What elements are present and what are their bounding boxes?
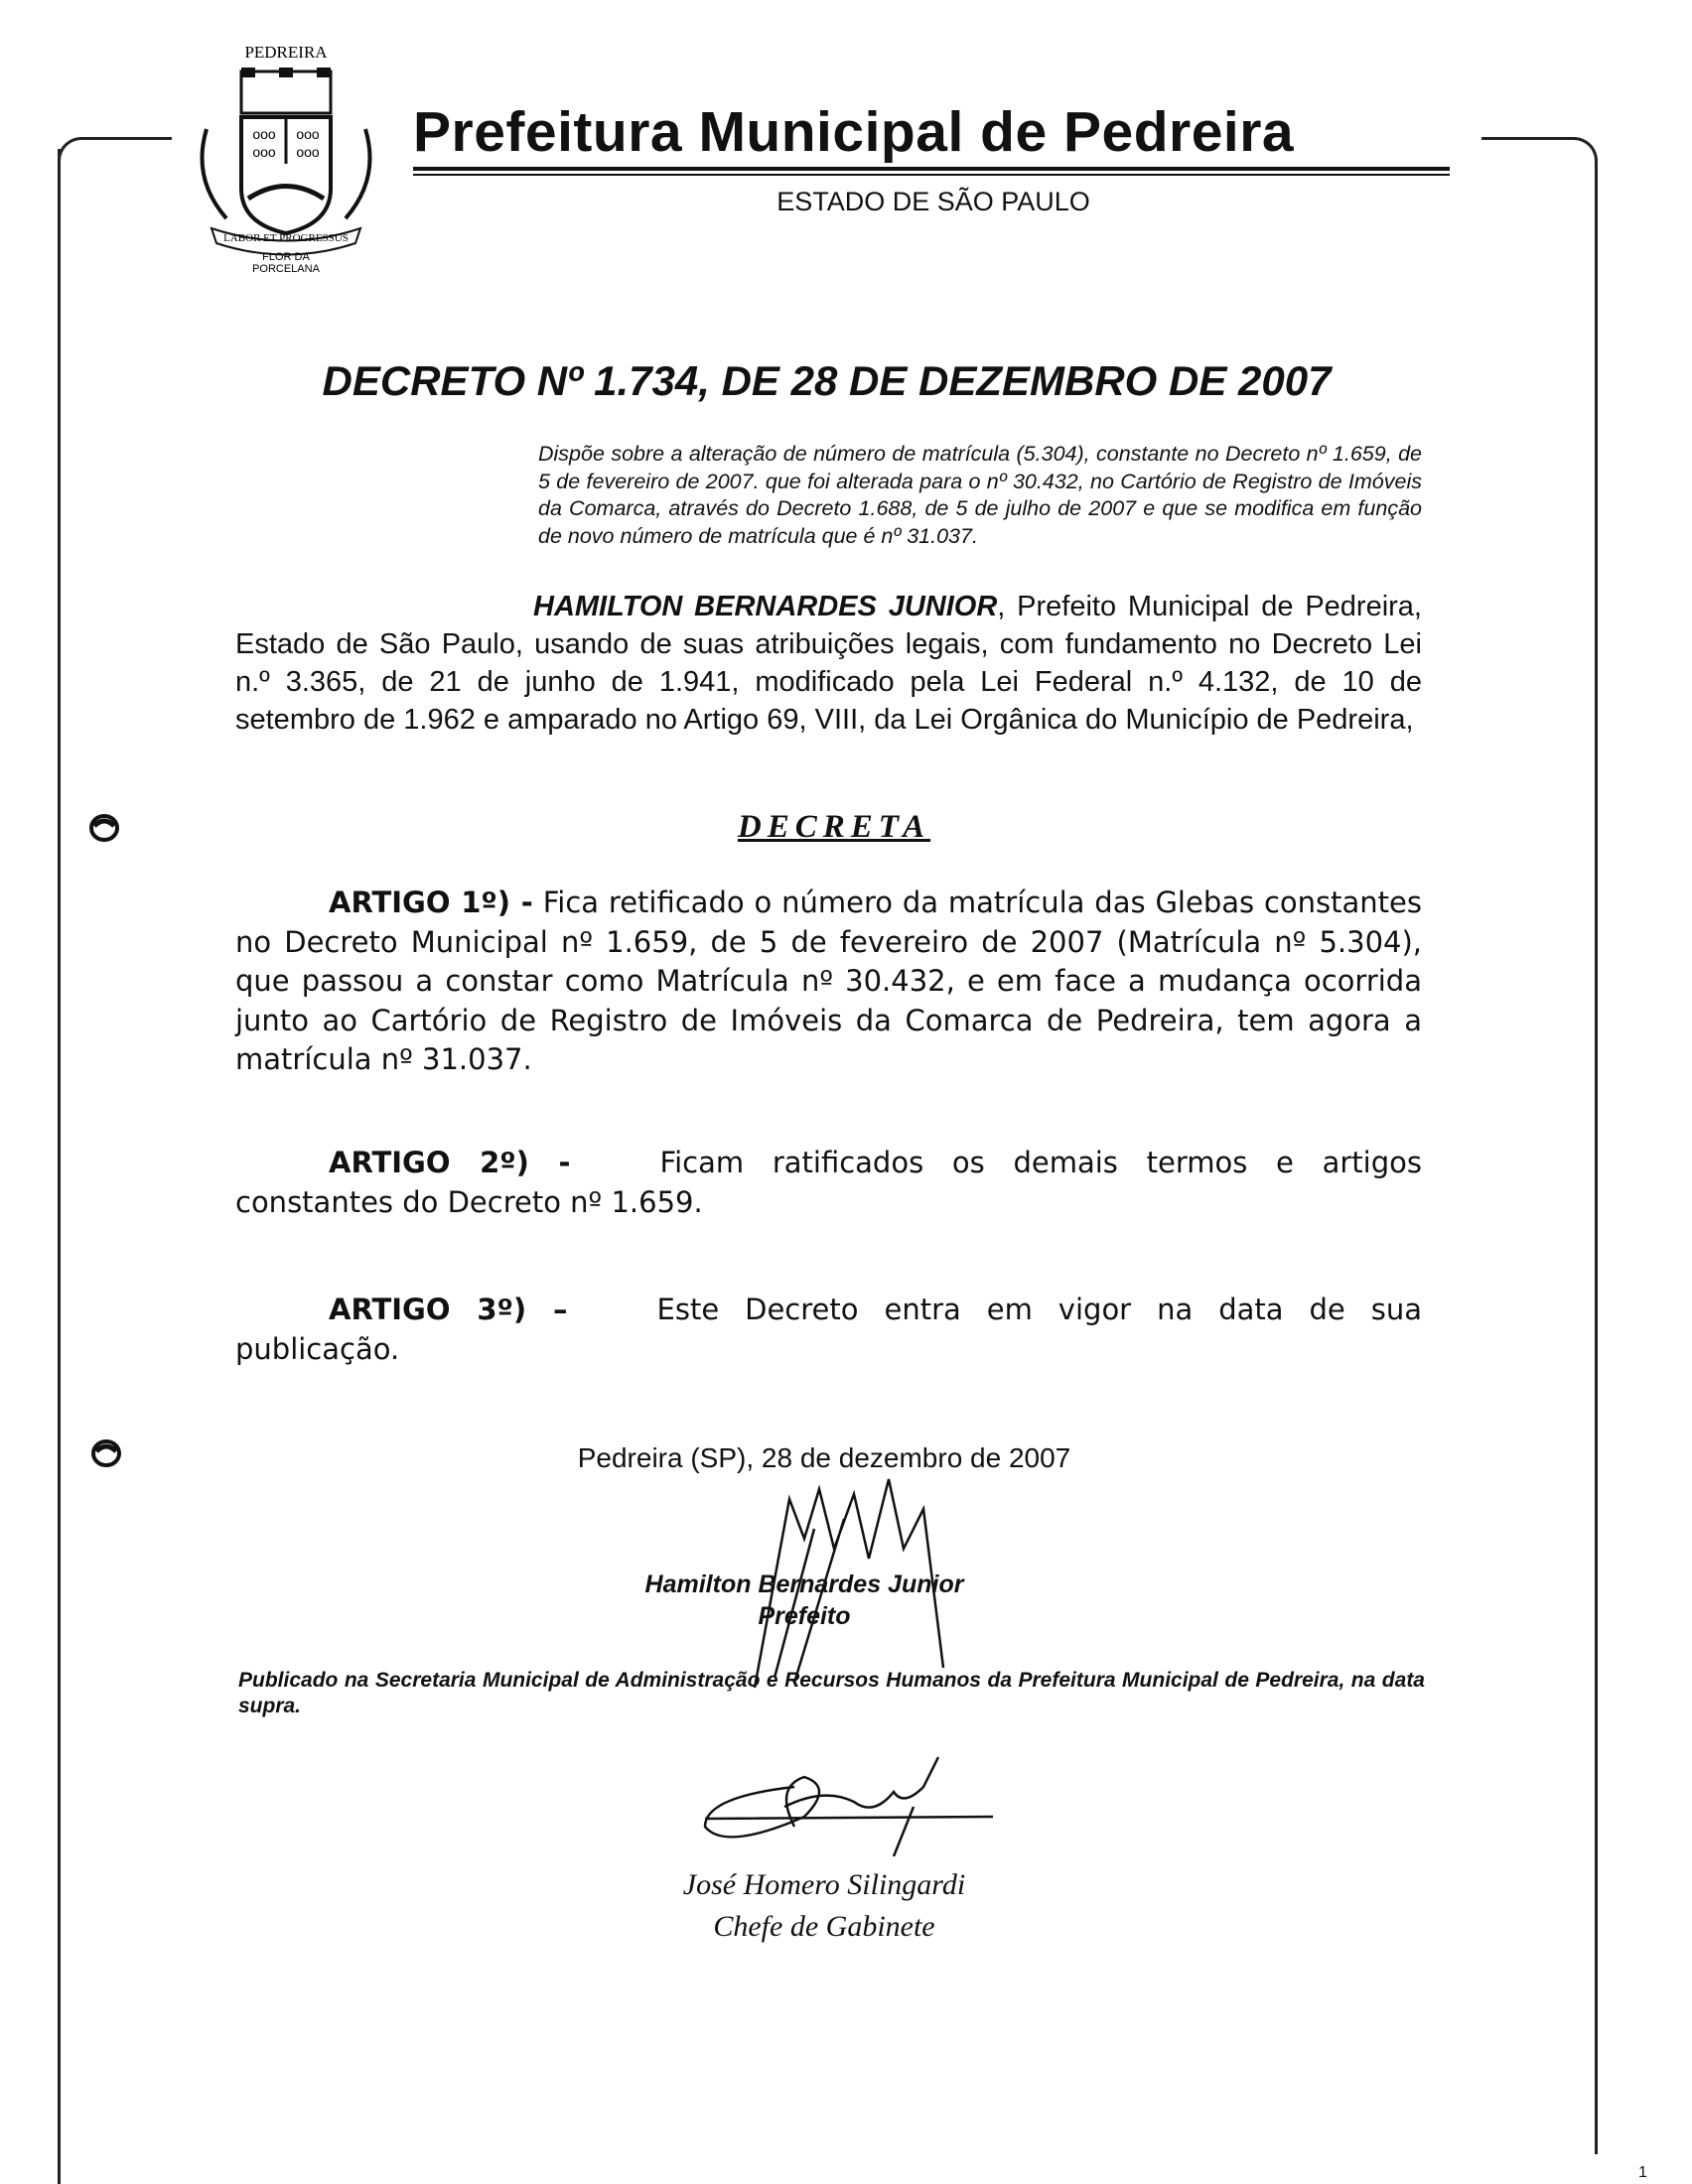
preamble-name: HAMILTON BERNARDES JUNIOR [533,591,998,622]
title-rule-thin [413,174,1450,176]
svg-text:PORCELANA: PORCELANA [252,263,320,273]
place-date: Pedreira (SP), 28 de dezembro de 2007 [577,1442,1071,1473]
punch-hole-mark [89,814,119,842]
article-label: ARTIGO 2º) - [329,1146,571,1179]
letterhead-subtitle: ESTADO DE SÃO PAULO [776,187,1090,216]
article-text: Fica retificado o número da matrícula das Glebas constantes no Decreto Municipal nº 1.659, de 5 de fevereiro de 2007 (Matrícula nº 5.304), que passou a constar como Matrícula nº 30.432, e em face a mudança ocorrida junto ao Cartório de Registro de Imóveis da Comarca de Pedreira, tem agora a matrícula nº 31.037. [235,886,1422,1076]
chief-name: José Homero Silingardi [682,1868,966,1901]
frame-left-line [58,149,61,2184]
decreta-heading: DECRETA [737,809,931,845]
municipal-crest-logo [187,40,385,273]
frame-corner-top-left [58,137,172,164]
mayor-name: Hamilton Bernardes Junior [644,1570,964,1598]
mayor-role: Prefeito [758,1602,851,1630]
page-number: 1 [1638,2164,1647,2181]
svg-text:ooo: ooo [252,126,276,142]
svg-text:ooo: ooo [296,126,320,142]
preamble-text: , Prefeito Municipal de Pedreira, Estado de São Paulo, usando de suas atribuições legais, com fundamento no Decreto Lei n.º 3.365, de 21 de junho de 1.941, modificado pela Lei Federal n.º 4.132, de 10 de setembro de 1.962 e amparado no Artigo 69, VIII, da Lei Orgânica do Município de Pedreira, [235,591,1422,736]
frame-corner-top-right [1481,137,1598,164]
chief-role: Chefe de Gabinete [713,1910,935,1943]
article-2 [235,1144,1422,1222]
chief-signature-block [596,1864,1053,1948]
decree-title: DECRETO Nº 1.734, DE 28 DE DEZEMBRO DE 2007 [322,357,1332,404]
article-3 [235,1291,1422,1369]
svg-text:PEDREIRA: PEDREIRA [244,43,328,62]
letterhead-title: Prefeitura Municipal de Pedreira [413,100,1295,164]
article-text: Este Decreto entra em vigor na data de sua publicação. [235,1293,1423,1366]
article-1 [235,884,1422,1080]
mayor-signature-block [596,1569,1013,1632]
svg-text:ooo: ooo [252,144,276,160]
punch-hole-mark [91,1439,121,1467]
article-label: ARTIGO 3º) – [329,1293,568,1326]
svg-text:ooo: ooo [296,144,320,160]
svg-text:FLOR DA: FLOR DA [262,251,310,263]
title-rule [413,167,1450,171]
article-text: Ficam ratificados os demais termos e artigos constantes do Decreto nº 1.659. [235,1146,1422,1219]
publication-note: Publicado na Secretaria Municipal de Administração e Recursos Humanos da Prefeitura Municipal de Pedreira, na data supra. [238,1669,1425,1717]
frame-right-line [1595,159,1598,2154]
svg-text:LABOR ET PROGRESSUS: LABOR ET PROGRESSUS [223,232,349,244]
decree-preamble [235,588,1422,739]
chief-signature [685,1747,1003,1856]
decree-summary: Dispõe sobre a alteração de número de matrícula (5.304), constante no Decreto nº 1.659, de 5 de fevereiro de 2007. que foi alterada para o nº 30.432, no Cartório de Registro de Imóveis da Comarca, através do Decreto 1.688, de 5 de julho de 2007 e que se modifica em função de novo número de matrícula que é nº 31.037. [538,442,1422,548]
article-label: ARTIGO 1º) - [329,886,533,919]
